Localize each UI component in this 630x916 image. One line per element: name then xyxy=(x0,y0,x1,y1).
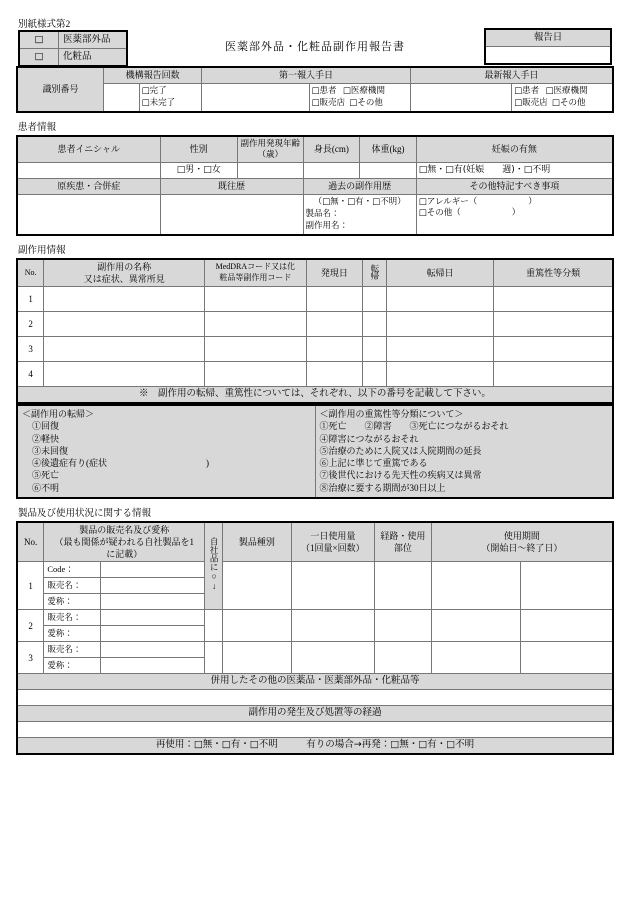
table-row xyxy=(17,287,613,312)
table-row xyxy=(17,610,613,626)
ae-row-4-name[interactable] xyxy=(44,362,205,387)
latest-report-source-options[interactable] xyxy=(512,84,613,112)
col-header-product-name xyxy=(44,522,205,562)
legend-seriousness-item-6: ⑧治療に要する期間が30日以上 xyxy=(319,482,446,493)
product-row-2-self-mark[interactable] xyxy=(205,610,223,642)
product-row-3-period-end[interactable] xyxy=(521,642,613,674)
table-row xyxy=(17,312,613,337)
product-row-3-period-start[interactable] xyxy=(431,642,520,674)
checkbox-complete[interactable]: □完了 xyxy=(141,86,167,96)
section-caption-patient: 患者情報 xyxy=(18,122,57,133)
product-name-line3: に記載） xyxy=(106,549,143,560)
onset-age-line1: 副作用発現年齢 xyxy=(240,137,301,148)
past-ae-event-name-label: 副作用名： xyxy=(305,219,349,230)
product-row-2-period-end[interactable] xyxy=(521,610,613,642)
ae-row-3-outcome-date[interactable] xyxy=(386,337,493,362)
report-date-box xyxy=(484,28,612,65)
product-row-2-dose[interactable] xyxy=(291,610,374,642)
product-row-1-period-start[interactable] xyxy=(431,562,520,610)
col-header-product-type: 製品種別 xyxy=(223,522,292,562)
legend-row xyxy=(17,405,613,498)
col-header-route-site xyxy=(375,522,432,562)
patient-table xyxy=(16,135,614,236)
value-weight[interactable] xyxy=(360,162,417,178)
ae-row-1-outcome[interactable] xyxy=(363,287,387,312)
product-name-line1: 製品の販売名及び愛称 xyxy=(79,524,170,535)
product-row-3-no: 3 xyxy=(17,642,44,674)
self-product-vertical-label: 自社品に○↓ xyxy=(209,537,220,592)
col-header-ae-outcome-date: 転帰日 xyxy=(386,259,493,287)
adverse-events-header-row xyxy=(17,259,613,287)
checkbox-incomplete[interactable]: □未完了 xyxy=(141,98,176,109)
ae-row-1-code[interactable] xyxy=(205,287,306,312)
value-first-report-date[interactable] xyxy=(202,84,309,112)
value-report-count[interactable] xyxy=(103,84,139,112)
footer-row xyxy=(17,738,613,755)
product-row-2-type[interactable] xyxy=(223,610,292,642)
usage-period-line1: 使用期間 xyxy=(503,530,540,541)
col-header-id-number: 識別番号 xyxy=(17,67,103,112)
col-header-daily-dose xyxy=(291,522,374,562)
patient-header-row-2 xyxy=(17,178,613,194)
section-caption-adverse-events: 副作用情報 xyxy=(18,245,66,256)
ae-row-2-name[interactable] xyxy=(44,312,205,337)
col-header-past-adverse-events: 過去の副作用歴 xyxy=(303,178,416,194)
value-sex-options[interactable]: □男・□女 xyxy=(160,162,237,178)
route-line1: 経路・使用 xyxy=(380,530,426,541)
ae-row-3-onset-date[interactable] xyxy=(306,337,363,362)
col-header-sex: 性別 xyxy=(160,136,237,162)
product-row-1-period-end[interactable] xyxy=(521,562,613,610)
col-header-pregnancy: 妊娠の有無 xyxy=(416,136,613,162)
ae-outcome-vertical-label: 転帰 xyxy=(369,263,380,279)
ae-name-line2: 又は症状、異常所見 xyxy=(83,274,165,285)
label-cosmetic: 化粧品 xyxy=(59,49,128,67)
product-row-3-salesname-label: 販売名： xyxy=(44,642,101,658)
checkbox-quasi-drug[interactable]: □ xyxy=(19,31,59,49)
value-medical-history[interactable] xyxy=(160,194,303,235)
col-header-product-no: No. xyxy=(17,522,44,562)
col-header-primary-disease: 原疾患・合併症 xyxy=(17,178,160,194)
value-height[interactable] xyxy=(303,162,360,178)
product-row-3-route[interactable] xyxy=(375,642,432,674)
section-caption-products: 製品及び使用状況に関する情報 xyxy=(18,508,152,519)
ae-row-4-onset-date[interactable] xyxy=(306,362,363,387)
concomitant-value-row xyxy=(17,690,613,706)
ae-code-line1: MedDRAコード又は化 xyxy=(215,262,296,272)
col-header-ae-outcome xyxy=(363,259,387,287)
past-ae-product-name-label: 製品名： xyxy=(305,208,340,219)
col-header-usage-period xyxy=(431,522,613,562)
ae-row-2-outcome-date[interactable] xyxy=(386,312,493,337)
ae-row-1-onset-date[interactable] xyxy=(306,287,363,312)
onset-age-line2: （歳） xyxy=(257,149,284,160)
legend-outcome-item-5: ⑤死亡 xyxy=(32,470,60,481)
adverse-events-note: ※ 副作用の転帰、重篤性については、それぞれ、以下の番号を記載して下さい。 xyxy=(17,387,613,404)
legend-outcome xyxy=(17,405,315,498)
identification-table xyxy=(16,66,614,113)
product-row-3-nickname-label: 愛称： xyxy=(44,658,101,674)
product-row-3-nickname-value[interactable] xyxy=(100,658,204,674)
checkbox-latest-store[interactable]: □販売店 xyxy=(514,98,548,109)
product-row-1-type[interactable] xyxy=(223,562,292,610)
legend-seriousness-title: ＜副作用の重篤性等分類について＞ xyxy=(319,409,464,420)
checkbox-other-note[interactable]: □その他（ ） xyxy=(418,208,521,219)
product-row-3-dose[interactable] xyxy=(291,642,374,674)
product-row-1-code-label: Code： xyxy=(44,562,101,578)
ae-row-4-outcome[interactable] xyxy=(363,362,387,387)
col-header-height: 身長(cm) xyxy=(303,136,360,162)
col-header-latest-report-date: 最新報入手日 xyxy=(410,67,613,84)
concomitant-header-row xyxy=(17,674,613,690)
ae-row-2-onset-date[interactable] xyxy=(306,312,363,337)
patient-header-row-1 xyxy=(17,136,613,162)
col-header-other-notes: その他特記すべき事項 xyxy=(416,178,613,194)
checkbox-latest-other[interactable]: □その他 xyxy=(551,98,586,109)
col-header-self-product xyxy=(205,522,223,610)
ae-row-2-no: 2 xyxy=(17,312,44,337)
legend-outcome-item-2: ②軽快 xyxy=(32,433,60,444)
product-row-1-no: 1 xyxy=(17,562,44,610)
col-header-ae-seriousness: 重篤性等分類 xyxy=(494,259,613,287)
checkbox-allergy[interactable]: □アレルギー（ ） xyxy=(418,196,537,207)
product-row-2-salesname-value[interactable] xyxy=(100,610,204,626)
reuse-recurrence-options[interactable]: 再使用：□無・□有・□不明 有りの場合→再発：□無・□有・□不明 xyxy=(17,738,613,755)
report-date-value[interactable] xyxy=(485,47,611,65)
product-row-3-self-mark[interactable] xyxy=(205,642,223,674)
ae-code-line2: 粧品等副作用コード xyxy=(219,273,292,283)
product-row-1-nickname-label: 愛称： xyxy=(44,594,101,610)
checkbox-cosmetic[interactable]: □ xyxy=(19,49,59,67)
products-header-row xyxy=(17,522,613,562)
ae-row-1-no: 1 xyxy=(17,287,44,312)
legend-seriousness xyxy=(315,405,613,498)
ae-row-3-seriousness[interactable] xyxy=(494,337,613,362)
report-date-header-row xyxy=(485,29,611,47)
ae-row-3-code[interactable] xyxy=(205,337,306,362)
ae-row-3-no: 3 xyxy=(17,337,44,362)
product-row-2-nickname-label: 愛称： xyxy=(44,626,101,642)
ae-row-2-seriousness[interactable] xyxy=(494,312,613,337)
patient-value-row-2 xyxy=(17,194,613,235)
ae-name-line1: 副作用の名称 xyxy=(97,261,152,272)
concomitant-title: 併用したその他の医薬品・医薬部外品・化粧品等 xyxy=(17,674,613,690)
label-quasi-drug: 医薬部外品 xyxy=(59,31,128,49)
ae-row-1-outcome-date[interactable] xyxy=(386,287,493,312)
ae-row-1-name[interactable] xyxy=(44,287,205,312)
value-pregnancy-options[interactable]: □無・□有(妊娠 週)・□不明 xyxy=(416,162,613,178)
value-other-notes[interactable] xyxy=(416,194,613,235)
report-date-value-row[interactable] xyxy=(485,47,611,65)
ae-row-1-seriousness[interactable] xyxy=(494,287,613,312)
product-row-1-code-value[interactable] xyxy=(100,562,204,578)
legend-outcome-title: ＜副作用の転帰＞ xyxy=(22,409,95,420)
checkbox-latest-medical-institution[interactable]: □医療機関 xyxy=(545,86,588,96)
product-row-1-salesname-value[interactable] xyxy=(100,578,204,594)
concomitant-value[interactable] xyxy=(17,690,613,706)
products-table xyxy=(16,521,614,755)
table-row xyxy=(17,362,613,387)
first-report-source-options[interactable] xyxy=(309,84,410,112)
past-ae-presence-options[interactable]: （□無・□有・□不明） xyxy=(313,196,406,207)
ae-row-3-name[interactable] xyxy=(44,337,205,362)
value-patient-initial[interactable] xyxy=(17,162,160,178)
col-header-onset-age xyxy=(238,136,304,162)
value-onset-age[interactable] xyxy=(238,162,304,178)
daily-dose-line2: （1回量×回数） xyxy=(301,543,365,553)
col-header-first-report-date: 第一報入手日 xyxy=(202,67,411,84)
report-date-label: 報告日 xyxy=(485,29,611,47)
product-row-2-route[interactable] xyxy=(375,610,432,642)
form-header xyxy=(16,16,614,66)
route-line2: 部位 xyxy=(393,543,412,553)
product-row-1-nickname-value[interactable] xyxy=(100,594,204,610)
course-title: 副作用の発生及び処置等の経過 xyxy=(17,706,613,722)
value-primary-disease[interactable] xyxy=(17,194,160,235)
product-name-line2: （最も関係が疑われる自社製品を1 xyxy=(54,536,195,547)
legend-outcome-item-6: ⑥不明 xyxy=(32,482,60,493)
checkbox-latest-patient[interactable]: □患者 xyxy=(514,86,540,96)
ae-row-2-code[interactable] xyxy=(205,312,306,337)
checkbox-first-medical-institution[interactable]: □医療機関 xyxy=(342,86,385,96)
table-row xyxy=(17,562,613,578)
course-value[interactable] xyxy=(17,722,613,738)
checkbox-first-other[interactable]: □その他 xyxy=(349,98,383,109)
col-header-medical-history: 既往歴 xyxy=(160,178,303,194)
form-number: 別紙様式第2 xyxy=(18,20,71,30)
legend-seriousness-item-4: ⑥上記に準じて重篤である xyxy=(319,458,428,469)
col-header-weight: 体重(kg) xyxy=(360,136,417,162)
legend-table xyxy=(16,404,614,499)
col-header-report-count: 機構報告回数 xyxy=(103,67,201,84)
legend-seriousness-item-5: ⑦後世代における先天性の疾病又は異常 xyxy=(319,470,482,481)
report-count-options[interactable] xyxy=(139,84,202,112)
legend-seriousness-item-2: ④障害につながるおそれ xyxy=(319,433,419,444)
product-row-3-type[interactable] xyxy=(223,642,292,674)
table-row xyxy=(17,337,613,362)
product-row-1-salesname-label: 販売名： xyxy=(44,578,101,594)
product-row-2-period-start[interactable] xyxy=(431,610,520,642)
col-header-ae-no: No. xyxy=(17,259,44,287)
checkbox-first-store[interactable]: □販売店 xyxy=(311,98,346,109)
col-header-ae-code xyxy=(205,259,306,287)
legend-seriousness-item-1: ①死亡 ②障害 ③死亡につながるおそれ xyxy=(319,421,509,432)
checkbox-first-patient[interactable]: □患者 xyxy=(311,86,337,96)
adverse-events-note-row xyxy=(17,387,613,404)
ae-row-2-outcome[interactable] xyxy=(363,312,387,337)
col-header-ae-name xyxy=(44,259,205,287)
identification-header-row xyxy=(17,67,613,84)
product-row-2-salesname-label: 販売名： xyxy=(44,610,101,626)
ae-row-4-seriousness[interactable] xyxy=(494,362,613,387)
value-latest-report-date[interactable] xyxy=(410,84,511,112)
col-header-ae-onset-date: 発現日 xyxy=(306,259,363,287)
ae-row-4-outcome-date[interactable] xyxy=(386,362,493,387)
product-row-1-route[interactable] xyxy=(375,562,432,610)
adverse-events-table xyxy=(16,258,614,404)
usage-period-line2: （開始日～終了日） xyxy=(481,543,563,553)
legend-outcome-item-4: ④後遺症有り(症状 ) xyxy=(32,458,209,469)
course-header-row xyxy=(17,706,613,722)
product-row-3-salesname-value[interactable] xyxy=(100,642,204,658)
identification-value-row xyxy=(17,84,613,112)
value-past-adverse-events[interactable] xyxy=(303,194,416,235)
patient-value-row-1 xyxy=(17,162,613,178)
course-value-row xyxy=(17,722,613,738)
table-row xyxy=(17,642,613,658)
ae-row-4-no: 4 xyxy=(17,362,44,387)
legend-outcome-item-1: ①回復 xyxy=(32,421,60,432)
daily-dose-line1: 一日使用量 xyxy=(310,530,356,541)
ae-row-4-code[interactable] xyxy=(205,362,306,387)
product-row-2-nickname-value[interactable] xyxy=(100,626,204,642)
product-row-1-dose[interactable] xyxy=(291,562,374,610)
col-header-patient-initial: 患者イニシャル xyxy=(17,136,160,162)
ae-row-3-outcome[interactable] xyxy=(363,337,387,362)
page-title: 医薬部外品・化粧品副作用報告書 xyxy=(225,41,405,53)
product-row-2-no: 2 xyxy=(17,610,44,642)
legend-seriousness-item-3: ⑤治療のために入院又は入院期間の延長 xyxy=(319,445,482,456)
legend-outcome-item-3: ③未回復 xyxy=(32,445,69,456)
